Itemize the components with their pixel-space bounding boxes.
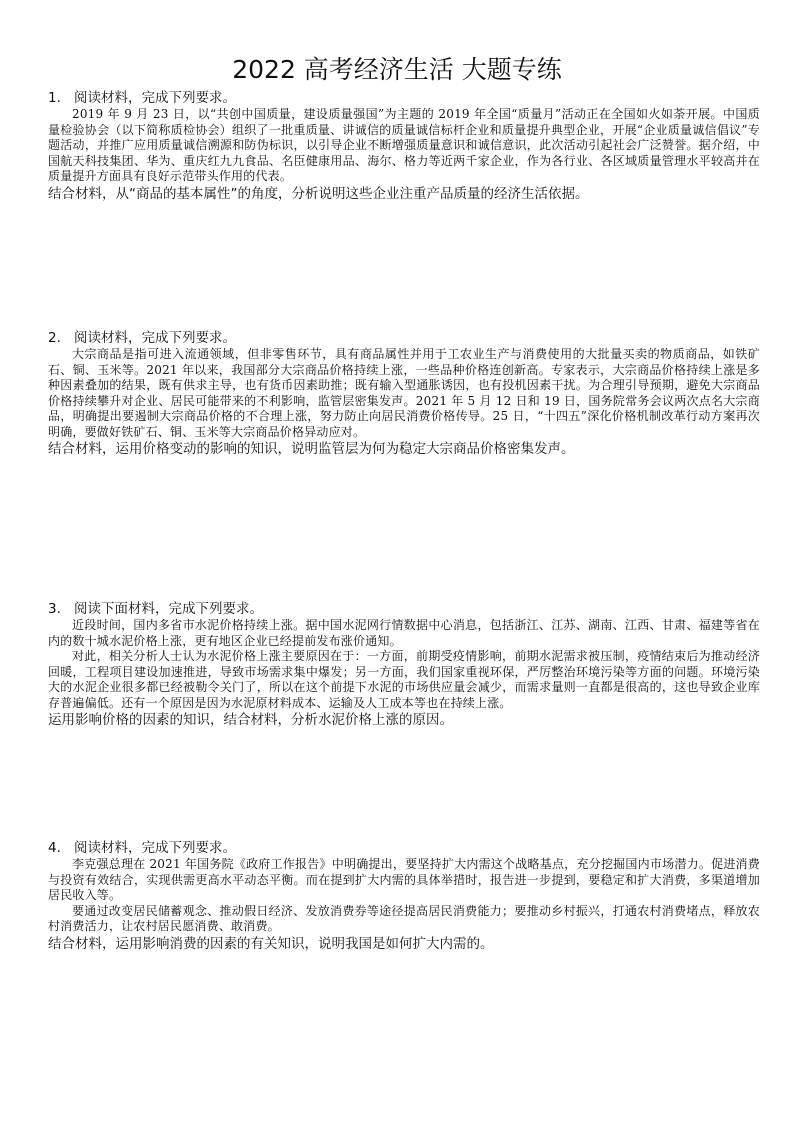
question-number: 2. [48,330,61,346]
question-number: 3. [48,601,61,617]
question-header [48,840,760,857]
material-paragraph: 2019 年 9 月 23 日，以“共创中国质量，建设质量强国”为主题的 2019 年全国“质量月”活动正在全国如火如荼开展。中国质量检验协会（以下简称质检协会）组织了一批重质量、讲诚信的质量诚信标杆企业和质量提升典型企业，开展“企业质量诚信倡议”专题活动，并推广应用质量诚信溯源和防伪标识，以引导企业不断增强质量意识和诚信意识，此次活动引起社会广泛赞誉。据介绍，中国航天科技集团、华为、重庆红九九食品、名臣健康用品、海尔、格力等近两千家企业，作为各行业、各区域质量管理水平较高并在质量提升方面具有良好示范带头作用的代表。 [48,107,760,183]
question-number: 4. [48,840,61,856]
question-instruction: 阅读材料，完成下列要求。 [74,840,236,856]
question-4 [48,840,760,953]
material-paragraph: 对此，相关分析人士认为水泥价格上涨主要原因在于：一方面，前期受疫情影响，前期水泥需求被压制，疫情结束后为推动经济回暖，工程项目建设加速推进，导致市场需求集中爆发；另一方面，我们国家重视环保，严厉整治环境污染等方面的问题。环境污染大的水泥企业很多都已经被勒令关门了，所以在这个前提下水泥的市场供应量会减少，而需求量则一直都是很高的，这也导致企业库存普遍偏低。还有一个原因是因为水泥原材料成本、运输及人工成本等也在持续上涨。 [48,649,760,710]
material-paragraph: 大宗商品是指可进入流通领域，但非零售环节，具有商品属性并用于工农业生产与消费使用的大批量买卖的物质商品，如铁矿石、铜、玉米等。2021 年以来，我国部分大宗商品价格持续上涨，一些品种价格连创新高。专家表示，大宗商品价格持续上涨是多种因素叠加的结果，既有供求主导，也有货币因素助推；既有输入型通胀诱因，也有投机因素干扰。为合理引导预期，避免大宗商品价格持续攀升对企业、居民可能带来的不利影响，监管层密集发声。2021 年 5 月 12 日和 19 日，国务院常务会议两次点名大宗商品，明确提出要遏制大宗商品价格的不合理上涨，努力防止向居民消费价格传导。25 日，“十四五”深化价格机制改革行动方案再次明确，要做好铁矿石、铜、玉米等大宗商品价格异动应对。 [48,347,760,439]
question-instruction: 阅读下面材料，完成下列要求。 [74,601,263,617]
question-header [48,90,760,107]
question-prompt: 结合材料，运用影响消费的因素的有关知识，说明我国是如何扩大内需的。 [48,935,494,952]
question-1 [48,90,760,203]
question-header [48,601,760,618]
question-header [48,330,760,347]
material-text [48,347,760,440]
material-paragraph: 要通过改变居民储蓄观念、推动假日经济、发放消费券等途径提高居民消费能力；要推动乡村振兴，打通农村消费堵点，释放农村消费活力，让农村居民愿消费、敢消费。 [48,903,760,933]
page-title: 2022 高考经济生活 大题专练 [232,55,562,84]
question-prompt: 结合材料，从“商品的基本属性”的角度，分析说明这些企业注重产品质量的经济生活依据。 [48,185,589,202]
material-text [48,857,760,935]
material-paragraph: 李克强总理在 2021 年国务院《政府工作报告》中明确提出，要坚持扩大内需这个战略基点，充分挖掘国内市场潜力。促进消费与投资有效结合，实现供需更高水平动态平衡。而在提到扩大内需的具体举措时，报告进一步提到，要稳定和扩大消费，多渠道增加居民收入等。 [48,857,760,902]
question-instruction: 阅读材料，完成下列要求。 [74,330,236,346]
question-2 [48,330,760,458]
material-text [48,107,760,185]
material-paragraph: 近段时间，国内多省市水泥价格持续上涨。据中国水泥网行情数据中心消息，包括浙江、江苏、湖南、江西、甘肃、福建等省在内的数十城水泥价格上涨，更有地区企业已经提前发布涨价通知。 [48,618,760,648]
material-text [48,618,760,711]
question-instruction: 阅读材料，完成下列要求。 [74,90,236,106]
question-number: 1. [48,90,61,106]
question-3 [48,601,760,729]
question-prompt: 结合材料，运用价格变动的影响的知识，说明监管层为何为稳定大宗商品价格密集发声。 [48,441,575,457]
question-prompt: 运用影响价格的因素的知识，结合材料，分析水泥价格上涨的原因。 [48,712,453,728]
